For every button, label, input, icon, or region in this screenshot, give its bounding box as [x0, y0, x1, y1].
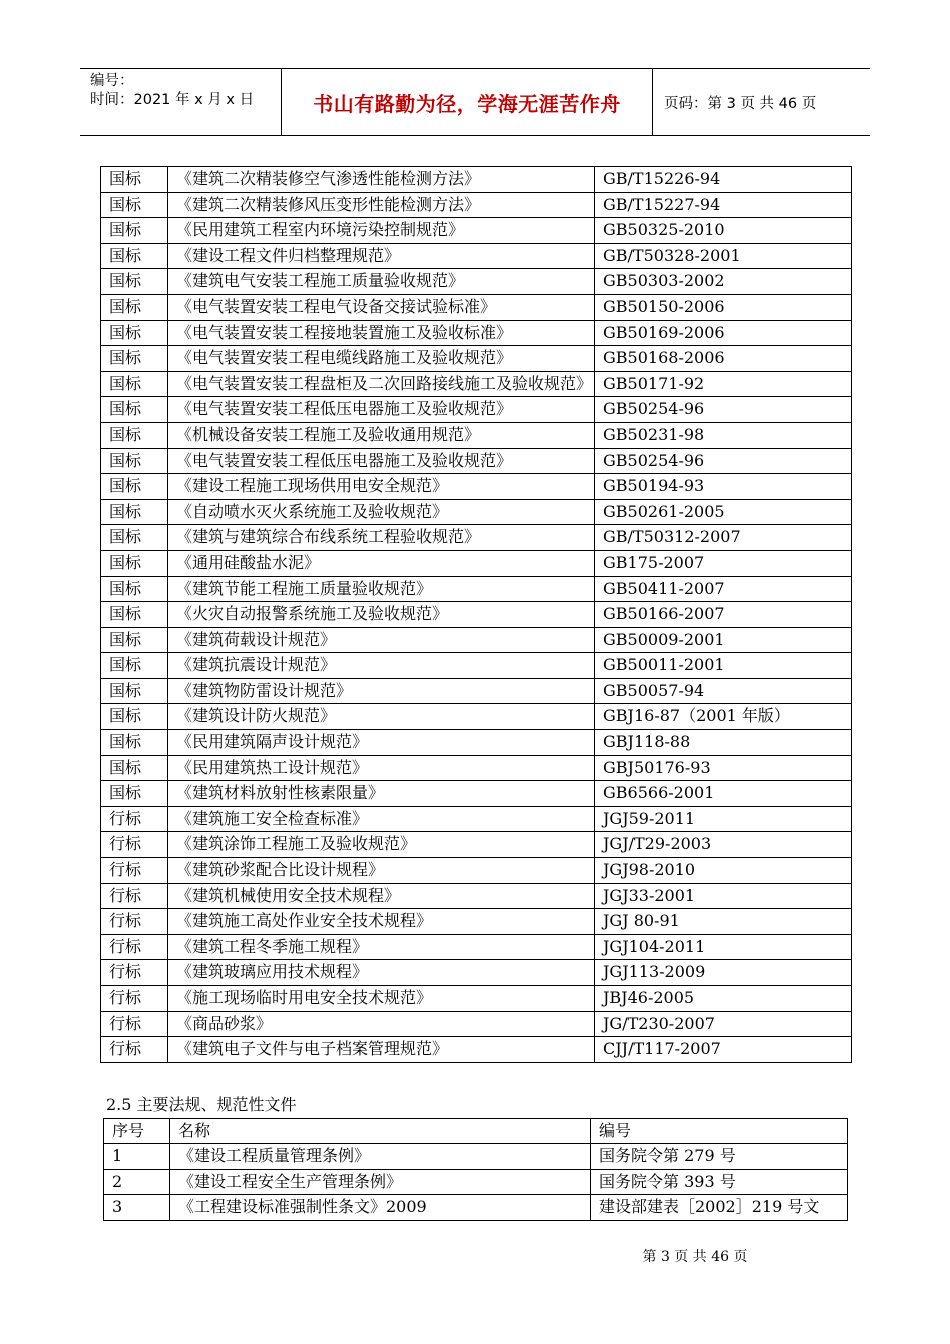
page-footer — [0, 1246, 950, 1266]
table-row — [101, 678, 852, 704]
document-date: 时间：2021 年 x 月 x 日 — [90, 92, 255, 108]
standard-name: 《施工现场临时用电安全技术规范》 — [168, 986, 595, 1012]
standard-type: 国标 — [101, 346, 168, 372]
table-row — [101, 858, 852, 884]
law-name: 《建设工程安全生产管理条例》 — [170, 1169, 591, 1194]
standard-name: 《商品砂浆》 — [168, 1011, 595, 1037]
table-row — [101, 781, 852, 807]
standard-name: 《建筑施工高处作业安全技术规程》 — [168, 909, 595, 935]
standard-name: 《建筑电子文件与电子档案管理规范》 — [168, 1037, 595, 1063]
standard-name: 《电气装置安装工程低压电器施工及验收规范》 — [168, 397, 595, 423]
header-motto: 书山有路勤为径，学海无涯苦作舟 — [282, 69, 653, 135]
table-row — [101, 422, 852, 448]
standard-code: GB/T15227-94 — [595, 192, 852, 218]
law-name: 《建设工程质量管理条例》 — [170, 1144, 591, 1169]
standard-code: GB50261-2005 — [595, 499, 852, 525]
table-row — [101, 397, 852, 423]
table-row — [101, 909, 852, 935]
section-title: 2.5 主要法规、规范性文件 — [106, 1095, 297, 1114]
standard-type: 行标 — [101, 934, 168, 960]
table-row — [101, 806, 852, 832]
standard-code: GBJ118-88 — [595, 730, 852, 756]
standard-type: 国标 — [101, 243, 168, 269]
standard-code: GB50057-94 — [595, 678, 852, 704]
standard-type: 国标 — [101, 499, 168, 525]
law-no: 3 — [104, 1195, 170, 1220]
standard-name: 《建筑抗震设计规范》 — [168, 653, 595, 679]
document-number-label: 编号： — [90, 73, 134, 89]
standard-type: 国标 — [101, 371, 168, 397]
standard-name: 《建筑二次精装修空气渗透性能检测方法》 — [168, 167, 595, 193]
standard-code: GB/T50328-2001 — [595, 243, 852, 269]
standard-type: 国标 — [101, 320, 168, 346]
standard-name: 《电气装置安装工程电气设备交接试验标准》 — [168, 294, 595, 320]
standard-name: 《电气装置安装工程电缆线路施工及验收规范》 — [168, 346, 595, 372]
standard-code: GB/T50312-2007 — [595, 525, 852, 551]
table-header-row — [104, 1119, 848, 1144]
standard-type: 国标 — [101, 192, 168, 218]
law-code: 国务院令第 393 号 — [591, 1169, 848, 1194]
standard-code: GB50169-2006 — [595, 320, 852, 346]
standard-type: 国标 — [101, 627, 168, 653]
table-row — [101, 167, 852, 193]
table-row — [101, 346, 852, 372]
standard-type: 行标 — [101, 806, 168, 832]
table-row — [101, 499, 852, 525]
standard-name: 《建筑施工安全检查标准》 — [168, 806, 595, 832]
standard-name: 《建设工程文件归档整理规范》 — [168, 243, 595, 269]
standard-name: 《民用建筑热工设计规范》 — [168, 755, 595, 781]
table-row — [104, 1144, 848, 1169]
table-row — [101, 755, 852, 781]
standard-name: 《建筑材料放射性核素限量》 — [168, 781, 595, 807]
footer-page-number: 第 3 页 共 46 页 — [642, 1249, 748, 1265]
standard-code: GB50411-2007 — [595, 576, 852, 602]
standard-code: JG/T230-2007 — [595, 1011, 852, 1037]
table-row — [101, 832, 852, 858]
table-row — [101, 934, 852, 960]
table-row — [101, 474, 852, 500]
standard-type: 国标 — [101, 602, 168, 628]
standard-name: 《建筑设计防火规范》 — [168, 704, 595, 730]
table-row — [101, 1011, 852, 1037]
law-code: 建设部建表［2002］219 号文 — [591, 1195, 848, 1220]
standard-name: 《建筑玻璃应用技术规程》 — [168, 960, 595, 986]
table-row — [101, 1037, 852, 1063]
table-row — [101, 576, 852, 602]
standard-code: JGJ/T29-2003 — [595, 832, 852, 858]
table-row — [101, 653, 852, 679]
standard-type: 行标 — [101, 986, 168, 1012]
standard-name: 《建设工程施工现场供用电安全规范》 — [168, 474, 595, 500]
standard-code: CJJ/T117-2007 — [595, 1037, 852, 1063]
standard-name: 《民用建筑工程室内环境污染控制规范》 — [168, 218, 595, 244]
standard-code: GB50254-96 — [595, 397, 852, 423]
standard-name: 《机械设备安装工程施工及验收通用规范》 — [168, 422, 595, 448]
standard-name: 《建筑机械使用安全技术规程》 — [168, 883, 595, 909]
table-row — [101, 218, 852, 244]
table-row — [104, 1169, 848, 1194]
standard-name: 《电气装置安装工程接地装置施工及验收标准》 — [168, 320, 595, 346]
standard-name: 《建筑荷载设计规范》 — [168, 627, 595, 653]
header-meta — [80, 69, 282, 135]
standard-type: 行标 — [101, 909, 168, 935]
standard-type: 国标 — [101, 218, 168, 244]
standard-type: 行标 — [101, 832, 168, 858]
table-row — [101, 294, 852, 320]
standard-type: 国标 — [101, 730, 168, 756]
standard-code: GB175-2007 — [595, 550, 852, 576]
table-row — [101, 627, 852, 653]
table-row — [104, 1195, 848, 1220]
table-row — [101, 243, 852, 269]
standard-type: 国标 — [101, 550, 168, 576]
standard-name: 《火灾自动报警系统施工及验收规范》 — [168, 602, 595, 628]
standard-code: GB50231-98 — [595, 422, 852, 448]
table-row — [101, 192, 852, 218]
standard-code: GB50166-2007 — [595, 602, 852, 628]
standard-type: 行标 — [101, 960, 168, 986]
standard-name: 《建筑二次精装修风压变形性能检测方法》 — [168, 192, 595, 218]
standard-type: 国标 — [101, 704, 168, 730]
table-row — [101, 704, 852, 730]
table-row — [101, 730, 852, 756]
column-header-code: 编号 — [591, 1119, 848, 1144]
standard-name: 《建筑物防雷设计规范》 — [168, 678, 595, 704]
standard-code: GB50168-2006 — [595, 346, 852, 372]
standard-name: 《建筑工程冬季施工规程》 — [168, 934, 595, 960]
table-row — [101, 320, 852, 346]
table-row — [101, 960, 852, 986]
standard-code: GB50150-2006 — [595, 294, 852, 320]
standard-type: 国标 — [101, 422, 168, 448]
standard-name: 《建筑砂浆配合比设计规程》 — [168, 858, 595, 884]
standard-code: GB50254-96 — [595, 448, 852, 474]
table-row — [101, 883, 852, 909]
standard-name: 《建筑电气安装工程施工质量验收规范》 — [168, 269, 595, 295]
table-row — [101, 525, 852, 551]
page-header — [80, 68, 870, 136]
standard-type: 行标 — [101, 1037, 168, 1063]
table-row — [101, 269, 852, 295]
standard-type: 国标 — [101, 781, 168, 807]
standard-type: 国标 — [101, 525, 168, 551]
standard-type: 国标 — [101, 269, 168, 295]
standard-code: GB/T15226-94 — [595, 167, 852, 193]
standard-code: JGJ104-2011 — [595, 934, 852, 960]
law-no: 2 — [104, 1169, 170, 1194]
standard-code: GB50325-2010 — [595, 218, 852, 244]
standard-code: JBJ46-2005 — [595, 986, 852, 1012]
table-row — [101, 602, 852, 628]
column-header-no: 序号 — [104, 1119, 170, 1144]
standard-code: GB50009-2001 — [595, 627, 852, 653]
standard-type: 国标 — [101, 576, 168, 602]
standard-code: JGJ59-2011 — [595, 806, 852, 832]
standard-name: 《建筑与建筑综合布线系统工程验收规范》 — [168, 525, 595, 551]
standard-name: 《民用建筑隔声设计规范》 — [168, 730, 595, 756]
table-row — [101, 550, 852, 576]
standard-code: JGJ98-2010 — [595, 858, 852, 884]
standard-type: 国标 — [101, 653, 168, 679]
standard-type: 国标 — [101, 755, 168, 781]
table-row — [101, 371, 852, 397]
standard-name: 《建筑节能工程施工质量验收规范》 — [168, 576, 595, 602]
standard-type: 国标 — [101, 397, 168, 423]
laws-table — [103, 1118, 848, 1221]
standard-type: 国标 — [101, 167, 168, 193]
standard-name: 《自动喷水灭火系统施工及验收规范》 — [168, 499, 595, 525]
standard-name: 《建筑涂饰工程施工及验收规范》 — [168, 832, 595, 858]
standard-type: 行标 — [101, 883, 168, 909]
table-row — [101, 986, 852, 1012]
header-page-info: 页码：第 3 页 共 46 页 — [664, 95, 817, 112]
table-row — [101, 448, 852, 474]
standard-type: 行标 — [101, 1011, 168, 1037]
standard-code: GB50171-92 — [595, 371, 852, 397]
law-name: 《工程建设标准强制性条文》2009 — [170, 1195, 591, 1220]
standard-code: GB50194-93 — [595, 474, 852, 500]
standard-code: GBJ16-87（2001 年版） — [595, 704, 852, 730]
standard-type: 国标 — [101, 294, 168, 320]
law-no: 1 — [104, 1144, 170, 1169]
standard-type: 国标 — [101, 448, 168, 474]
column-header-name: 名称 — [170, 1119, 591, 1144]
standards-table — [100, 166, 852, 1063]
standard-name: 《通用硅酸盐水泥》 — [168, 550, 595, 576]
standard-type: 国标 — [101, 678, 168, 704]
standard-name: 《电气装置安装工程低压电器施工及验收规范》 — [168, 448, 595, 474]
standard-type: 行标 — [101, 858, 168, 884]
standard-code: JGJ113-2009 — [595, 960, 852, 986]
standard-code: JGJ33-2001 — [595, 883, 852, 909]
standard-code: GB6566-2001 — [595, 781, 852, 807]
standard-code: JGJ 80-91 — [595, 909, 852, 935]
standard-type: 国标 — [101, 474, 168, 500]
standard-code: GBJ50176-93 — [595, 755, 852, 781]
law-code: 国务院令第 279 号 — [591, 1144, 848, 1169]
standard-code: GB50011-2001 — [595, 653, 852, 679]
standard-name: 《电气装置安装工程盘柜及二次回路接线施工及验收规范》 — [168, 371, 595, 397]
standard-code: GB50303-2002 — [595, 269, 852, 295]
